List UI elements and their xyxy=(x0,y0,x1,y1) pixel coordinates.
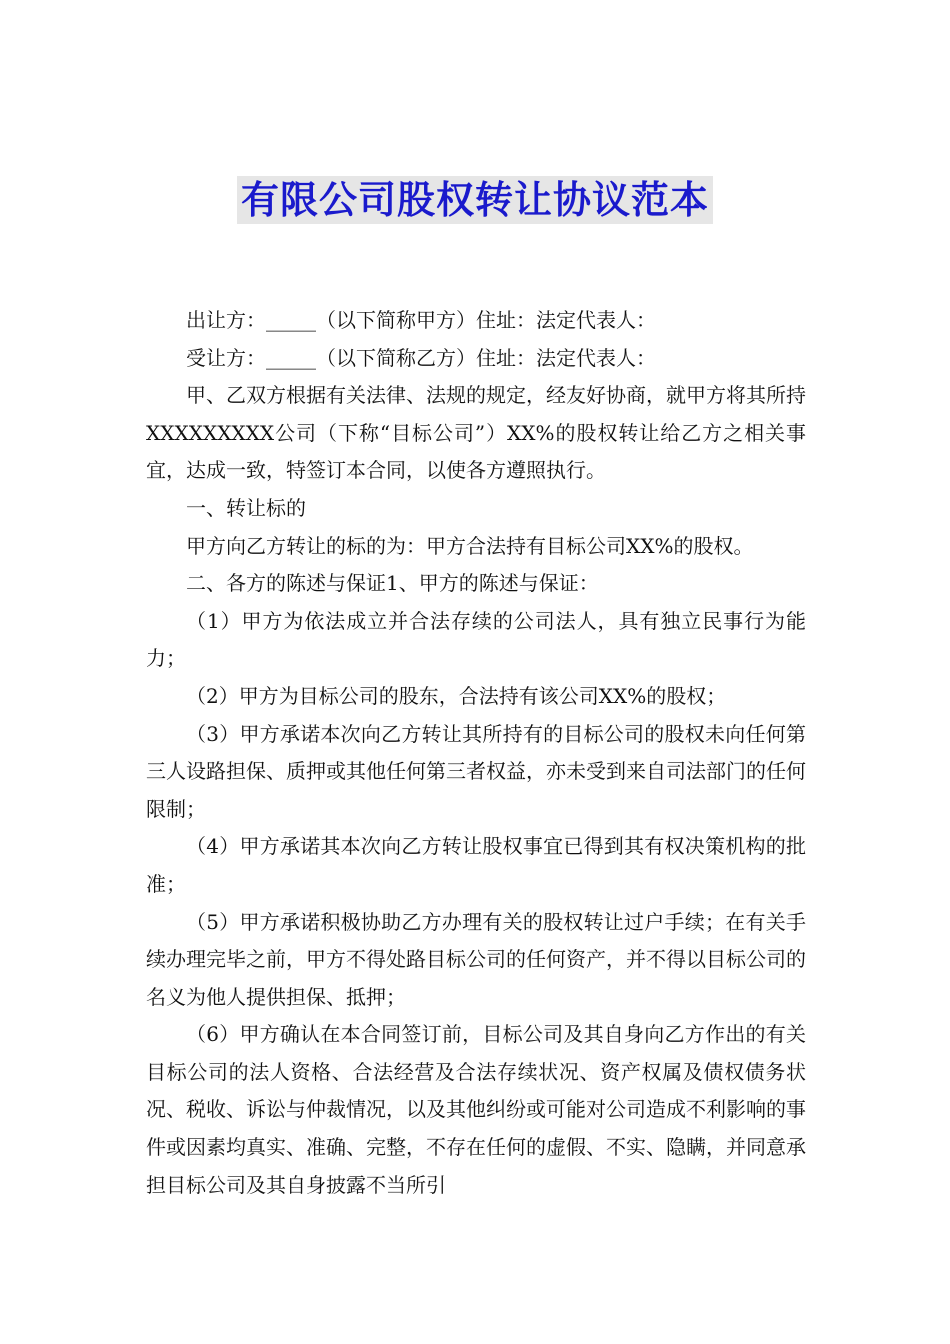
section-heading-1: 一、转让标的 xyxy=(186,495,306,520)
paragraph-preamble: 甲、乙双方根据有关法律、法规的规定，经友好协商，就甲方将其所持XXXXXXXXX公司（下称“目标公司”）XX%的股权转让给乙方之相关事宜，达成一致，特签订本合同，以使各方遵照执行。 xyxy=(146,383,806,483)
document-body xyxy=(146,302,806,1204)
clause-1: （1）甲方为依法成立并合法存续的公司法人，具有独立民事行为能力； xyxy=(146,608,806,671)
clause-4: （4）甲方承诺其本次向乙方转让股权事宜已得到其有权决策机构的批准； xyxy=(146,834,806,896)
clause-6: （6）甲方确认在本合同签订前，目标公司及其自身向乙方作出的有关目标公司的法人资格、合法经营及合法存续状况、资产权属及债权债务状况、税收、诉讼与仲裁情况，以及其他纠纷或可能对公司造成不利影响的事件或因素均真实、准确、完整，不存在任何的虚假、不实、隐瞒，并同意承担目标公司及其自身披露不当所引 xyxy=(146,1022,806,1197)
paragraph-transferor: 出让方：_____（以下简称甲方）住址：法定代表人： xyxy=(186,308,656,332)
document-title: 有限公司股权转让协议范本 xyxy=(237,176,713,224)
section-heading-2: 二、各方的陈述与保证1、甲方的陈述与保证： xyxy=(186,571,599,596)
paragraph-transferee: 受让方：_____（以下简称乙方）住址：法定代表人： xyxy=(186,345,656,370)
clause-2: （2）甲方为目标公司的股东，合法持有该公司XX%的股权； xyxy=(186,683,727,708)
clause-3: （3）甲方承诺本次向乙方转让其所持有的目标公司的股权未向任何第三人设路担保、质押或其他任何第三者权益，亦未受到来自司法部门的任何限制； xyxy=(146,721,806,821)
title-container xyxy=(0,176,950,224)
clause-5: （5）甲方承诺积极协助乙方办理有关的股权转让过户手续；在有关手续办理完毕之前，甲方不得处路目标公司的任何资产，并不得以目标公司的名义为他人提供担保、抵押； xyxy=(146,909,806,1009)
paragraph-transfer-subject: 甲方向乙方转让的标的为：甲方合法持有目标公司XX%的股权。 xyxy=(186,533,754,558)
